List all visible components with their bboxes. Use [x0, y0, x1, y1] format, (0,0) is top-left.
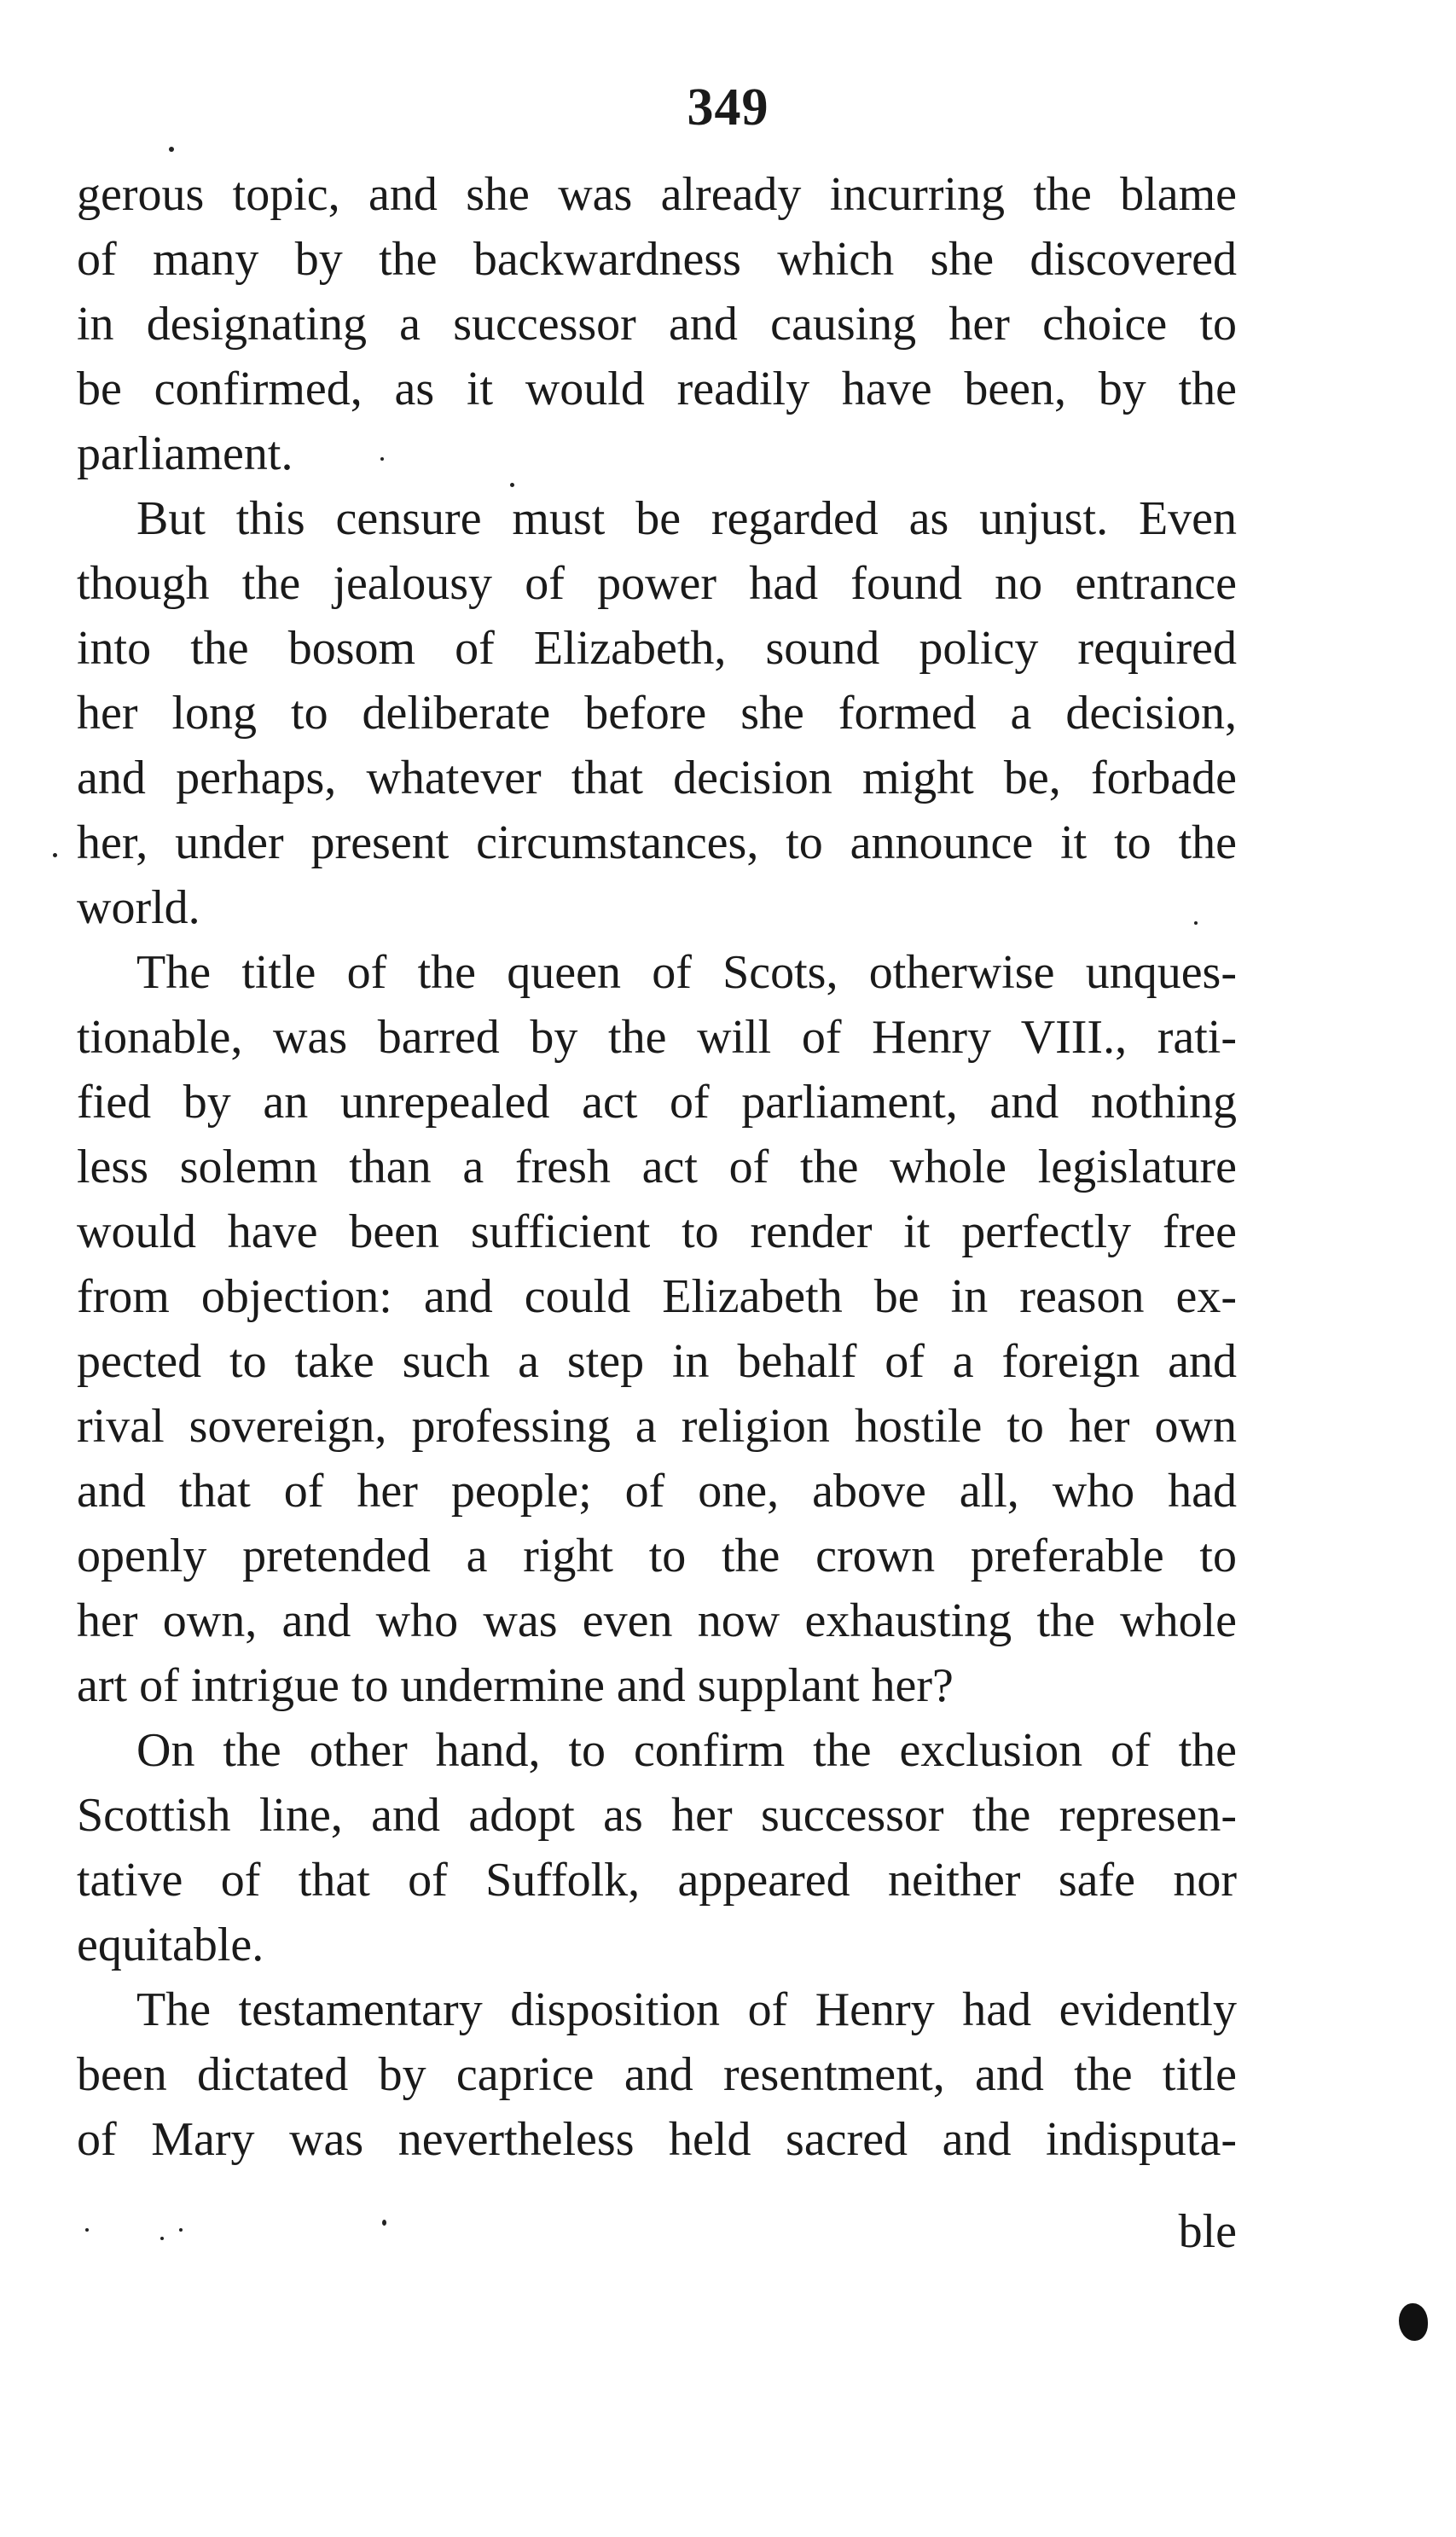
text-line: into the bosom of Elizabeth, sound policy required — [77, 622, 1237, 675]
text-line: would have been sufficient to render it perfectly free — [77, 1205, 1237, 1258]
text-line: her own, and who was even now exhausting the whole — [77, 1594, 1237, 1647]
text-line: of Mary was nevertheless held sacred and indisputa- — [77, 2113, 1237, 2166]
print-speck — [85, 2228, 89, 2232]
text-line: Scottish line, and adopt as her successor the represen- — [77, 1789, 1237, 1842]
text-line: be confirmed, as it would readily have been, by the — [77, 363, 1237, 415]
print-speck — [179, 2228, 183, 2232]
print-speck — [510, 483, 514, 487]
print-speck — [53, 853, 57, 857]
text-line: been dictated by caprice and resentment, and the title — [77, 2048, 1237, 2101]
text-line: of many by the backwardness which she discovered — [77, 233, 1237, 286]
text-line: art of intrigue to undermine and supplant her? — [77, 1659, 954, 1712]
text-line: gerous topic, and she was already incurring the blame — [77, 168, 1237, 221]
ink-blot — [1399, 2303, 1428, 2341]
text-line: and that of her people; of one, above all, who had — [77, 1465, 1237, 1518]
text-line: On the other hand, to confirm the exclusion of the — [136, 1724, 1237, 1777]
print-speck — [160, 2237, 164, 2240]
text-line: fied by an unrepealed act of parliament, and nothing — [77, 1076, 1237, 1129]
text-line: tionable, was barred by the will of Henry VIII., rati- — [77, 1011, 1237, 1064]
text-line: pected to take such a step in behalf of a foreign and — [77, 1335, 1237, 1388]
print-speck — [1194, 921, 1198, 925]
text-line: in designating a successor and causing her choice to — [77, 298, 1237, 351]
catchword: ble — [1178, 2205, 1237, 2258]
text-line: world. — [77, 881, 200, 934]
text-line: less solemn than a fresh act of the whole legislature — [77, 1141, 1237, 1193]
text-line: equitable. — [77, 1919, 264, 1971]
print-speck — [380, 457, 384, 461]
text-line: though the jealousy of power had found no entrance — [77, 557, 1237, 610]
print-speck — [382, 2220, 386, 2226]
text-line: But this censure must be regarded as unjust. Even — [136, 492, 1237, 545]
text-line: The title of the queen of Scots, otherwise unques- — [136, 946, 1237, 999]
text-line: and perhaps, whatever that decision might be, forbade — [77, 752, 1237, 804]
text-line: her, under present circumstances, to announce it to the — [77, 816, 1237, 869]
text-line: her long to deliberate before she formed a decision, — [77, 687, 1237, 740]
text-line: rival sovereign, professing a religion hostile to her own — [77, 1400, 1237, 1453]
page-number: 349 — [687, 78, 769, 136]
text-line: The testamentary disposition of Henry had evidently — [136, 1983, 1237, 2036]
text-line: tative of that of Suffolk, appeared neither safe nor — [77, 1854, 1237, 1907]
print-speck — [169, 147, 174, 152]
text-line: from objection: and could Elizabeth be in reason ex- — [77, 1270, 1237, 1323]
text-line: parliament. — [77, 427, 293, 480]
text-line: openly pretended a right to the crown preferable to — [77, 1530, 1237, 1582]
body-text — [77, 162, 1237, 2172]
